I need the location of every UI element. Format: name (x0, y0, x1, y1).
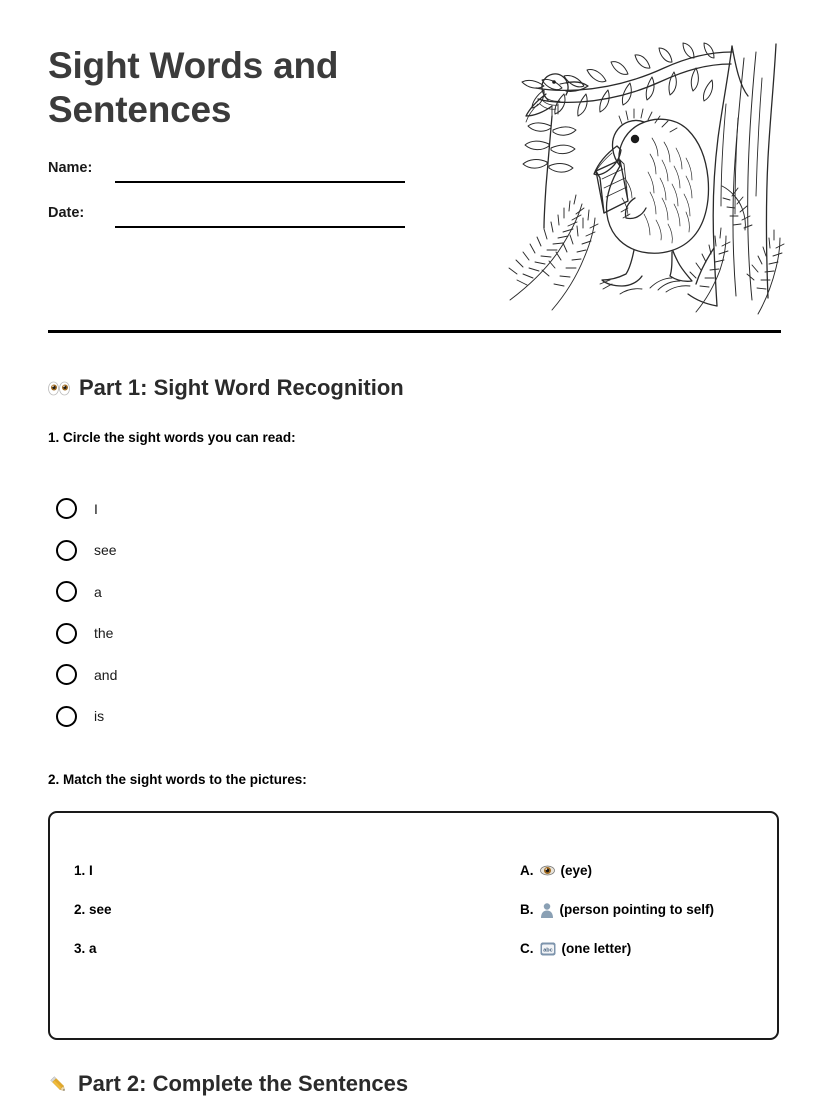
matching-words-column (74, 851, 112, 968)
option-letter: B. (520, 902, 534, 917)
matching-activity-box (48, 811, 779, 1040)
circle-option-icon[interactable] (56, 664, 77, 685)
list-item[interactable] (56, 654, 117, 696)
tree-trunk-icon (688, 44, 776, 306)
sight-word-label: the (94, 625, 114, 642)
part1-heading-text: Part 1: Sight Word Recognition (79, 375, 404, 400)
eye-icon (540, 863, 555, 878)
list-item[interactable] (56, 530, 117, 572)
circle-option-icon[interactable] (56, 540, 77, 561)
kiwi-reading-illustration (500, 38, 790, 321)
list-item[interactable] (74, 890, 112, 929)
question2-label: 2. Match the sight words to the pictures: (48, 772, 307, 787)
kiwi-bird-icon (594, 109, 708, 289)
list-item[interactable] (520, 890, 714, 929)
circle-option-icon[interactable] (56, 498, 77, 519)
part1-heading (48, 375, 404, 401)
sight-word-label: I (94, 500, 98, 517)
circle-option-icon[interactable] (56, 706, 77, 727)
abc-input-symbol-icon (540, 941, 556, 957)
option-text: (eye) (560, 863, 593, 878)
header-divider-rule (48, 330, 781, 333)
part2-heading (48, 1071, 408, 1097)
option-letter: C. (520, 941, 534, 956)
list-item[interactable] (56, 488, 117, 530)
list-item[interactable] (56, 571, 117, 613)
list-item[interactable] (74, 929, 112, 968)
name-label: Name: (48, 160, 93, 176)
svg-text:abc: abc (542, 946, 553, 953)
list-item[interactable] (74, 851, 112, 890)
date-write-line[interactable] (115, 226, 405, 228)
list-item[interactable] (56, 613, 117, 655)
name-write-line[interactable] (115, 181, 405, 183)
bust-silhouette-icon (540, 902, 554, 918)
part2-heading-text: Part 2: Complete the Sentences (78, 1071, 409, 1096)
sight-word-label: is (94, 708, 105, 725)
left-plant-icon (523, 116, 576, 228)
sight-word-label: and (94, 666, 118, 683)
sight-word-checklist (56, 488, 117, 737)
eyes-icon (48, 380, 70, 397)
option-letter: A. (520, 863, 534, 878)
matching-pictures-column (520, 851, 714, 968)
option-text: (one letter) (561, 941, 632, 956)
pencil-icon (48, 1074, 69, 1095)
option-text: (person pointing to self) (559, 902, 714, 917)
list-item[interactable] (520, 851, 714, 890)
sight-word-label: see (94, 542, 117, 559)
circle-option-icon[interactable] (56, 623, 77, 644)
list-item[interactable] (56, 696, 117, 738)
date-label: Date: (48, 205, 85, 221)
fern-right-icon (690, 186, 784, 314)
matching-word-label: 3. a (74, 941, 97, 956)
circle-option-icon[interactable] (56, 581, 77, 602)
sight-word-label: a (94, 583, 102, 600)
matching-word-label: 2. see (74, 902, 112, 917)
page-title: Sight Words and Sentences (48, 45, 339, 130)
matching-word-label: 1. I (74, 863, 93, 878)
question1-label: 1. Circle the sight words you can read: (48, 430, 296, 445)
fern-left-icon (509, 195, 598, 310)
list-item[interactable] (520, 929, 714, 968)
